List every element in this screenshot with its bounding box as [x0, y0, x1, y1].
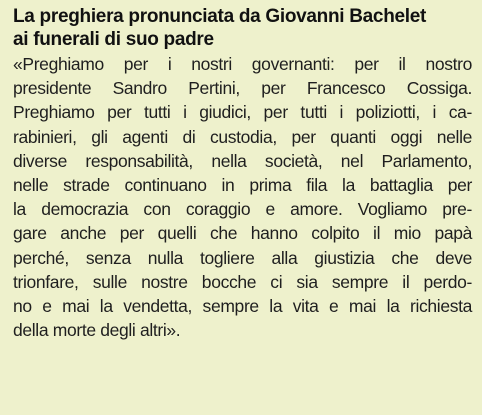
title-line: ai funerali di suo padre [13, 29, 214, 50]
quote-line: presidente Sandro Pertini, per Francesco Cossiga. [13, 78, 472, 99]
article-title [13, 5, 472, 51]
quote-line: nelle strade continuano in prima fila la battaglia per [13, 175, 472, 196]
quote-text [13, 51, 472, 342]
quote-line: diverse responsabilità, nella società, nel Parlamento, [13, 150, 472, 171]
quote-line: trionfare, sulle nostre bocche ci sia sempre il perdo- [13, 271, 472, 292]
title-line: La preghiera pronunciata da Giovanni Bachelet [13, 6, 427, 27]
quote-line: Preghiamo per tutti i giudici, per tutti i poliziotti, i ca- [13, 102, 472, 123]
quote-line: no e mai la vendetta, sempre la vita e mai la richiesta [13, 296, 472, 317]
quote-line: «Preghiamo per i nostri governanti: per il nostro [13, 54, 472, 74]
quote-line: la democrazia con coraggio e amore. Vogliamo pre- [13, 199, 472, 220]
quote-line: rabinieri, gli agenti di custodia, per quanti oggi nelle [13, 126, 472, 147]
quote-line: della morte degli altri». [13, 320, 181, 341]
quote-line: perché, senza nulla togliere alla giustizia che deve [13, 247, 472, 268]
quote-line: gare anche per quelli che hanno colpito il mio papà [13, 223, 472, 244]
